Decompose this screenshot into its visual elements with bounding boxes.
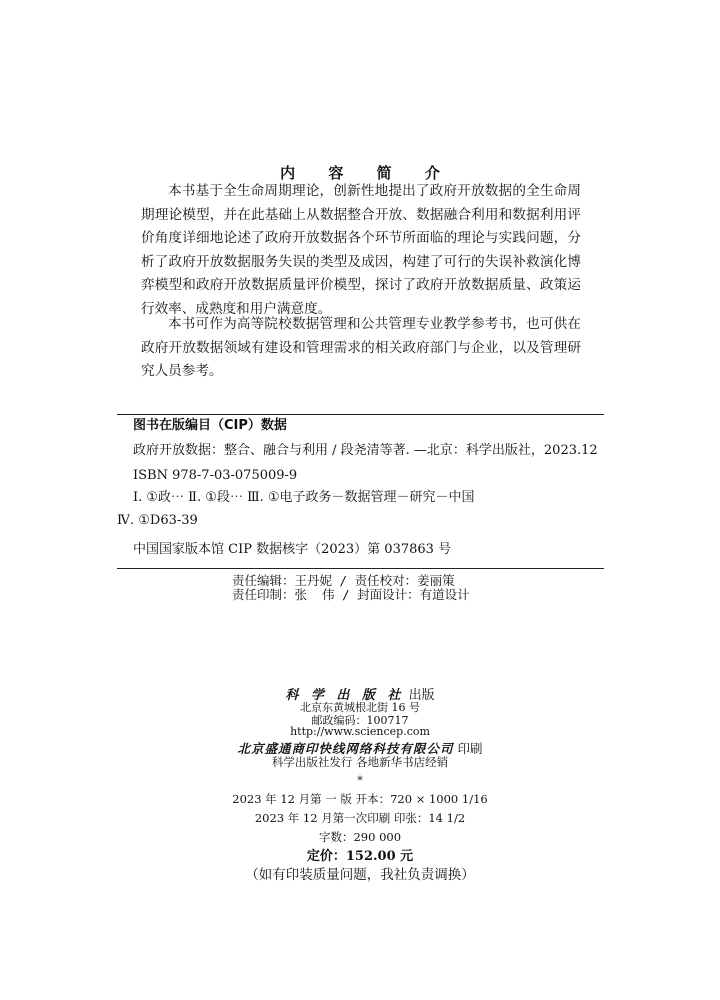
printing-line: 2023 年 12 月第一次印刷 印张：14 1/2 — [254, 811, 466, 825]
printer-suffix: 印刷 — [457, 741, 483, 756]
publisher-suffix: 出版 — [408, 688, 435, 703]
summary-paragraph-1: 本书基于全生命周期理论，创新性地提出了政府开放数据的全生命周期理论模型，并在此基础上从数据整合开放、数据融合利用和数据利用评价角度详细地论述了政府开放数据各个环节所面临的理论与实践问题，分析了政府开放数据服务失误的类型及成因，构建了可行的失误补救演化博弈模型和政府开放数据质量评价模型，探讨了政府开放数据质量、政策运行效率、成熟度和用户满意度。 — [141, 183, 581, 317]
editor-credit: 责任编辑：王丹妮 / 责任校对：姜丽策 — [232, 573, 455, 588]
printer-name: 北京盛通商印快线网络科技有限公司 — [237, 741, 454, 756]
summary-paragraph-2: 本书可作为高等院校数据管理和公共管理专业教学参考书，也可供在政府开放数据领域有建设和管理需求的相关政府部门与企业，以及管理研究人员参考。 — [141, 316, 581, 379]
cip-classification-line-2: Ⅳ. ①D63-39 — [117, 513, 198, 528]
summary-title: 内 容 简 介 — [280, 164, 454, 182]
word-count: 字数：290 000 — [318, 830, 402, 844]
distribution-line: 科学出版社发行 各地新华书店经销 — [271, 755, 449, 769]
cip-bottom-divider — [117, 568, 604, 569]
cip-classification-line-1: Ⅰ. ①政⋯ Ⅱ. ①段⋯ Ⅲ. ①电子政务－数据管理－研究－中国 — [133, 490, 475, 505]
publisher-postcode: 邮政编码：100717 — [311, 714, 409, 727]
publisher-name: 科 学 出 版 社 — [285, 688, 405, 703]
production-credit: 责任印制：张 伟 / 封面设计：有道设计 — [232, 587, 470, 602]
quality-notice: （如有印装质量问题，我社负责调换） — [245, 867, 475, 883]
cip-isbn: ISBN 978-7-03-075009-9 — [133, 468, 298, 483]
publisher-address: 北京东黄城根北街 16 号 — [300, 701, 420, 714]
cip-heading: 图书在版编目（CIP）数据 — [133, 418, 287, 433]
cip-record-number: 中国国家版本馆 CIP 数据核字（2023）第 037863 号 — [133, 542, 452, 557]
price: 定价：152.00 元 — [306, 849, 414, 864]
cip-title-line: 政府开放数据：整合、融合与利用 / 段尧清等著. —北京：科学出版社，2023.12 — [133, 443, 598, 458]
edition-line: 2023 年 12 月第 一 版 开本：720 × 1000 1/16 — [232, 792, 488, 806]
separator-star: * — [357, 774, 363, 787]
publisher-website: http://www.sciencep.com — [290, 725, 430, 738]
